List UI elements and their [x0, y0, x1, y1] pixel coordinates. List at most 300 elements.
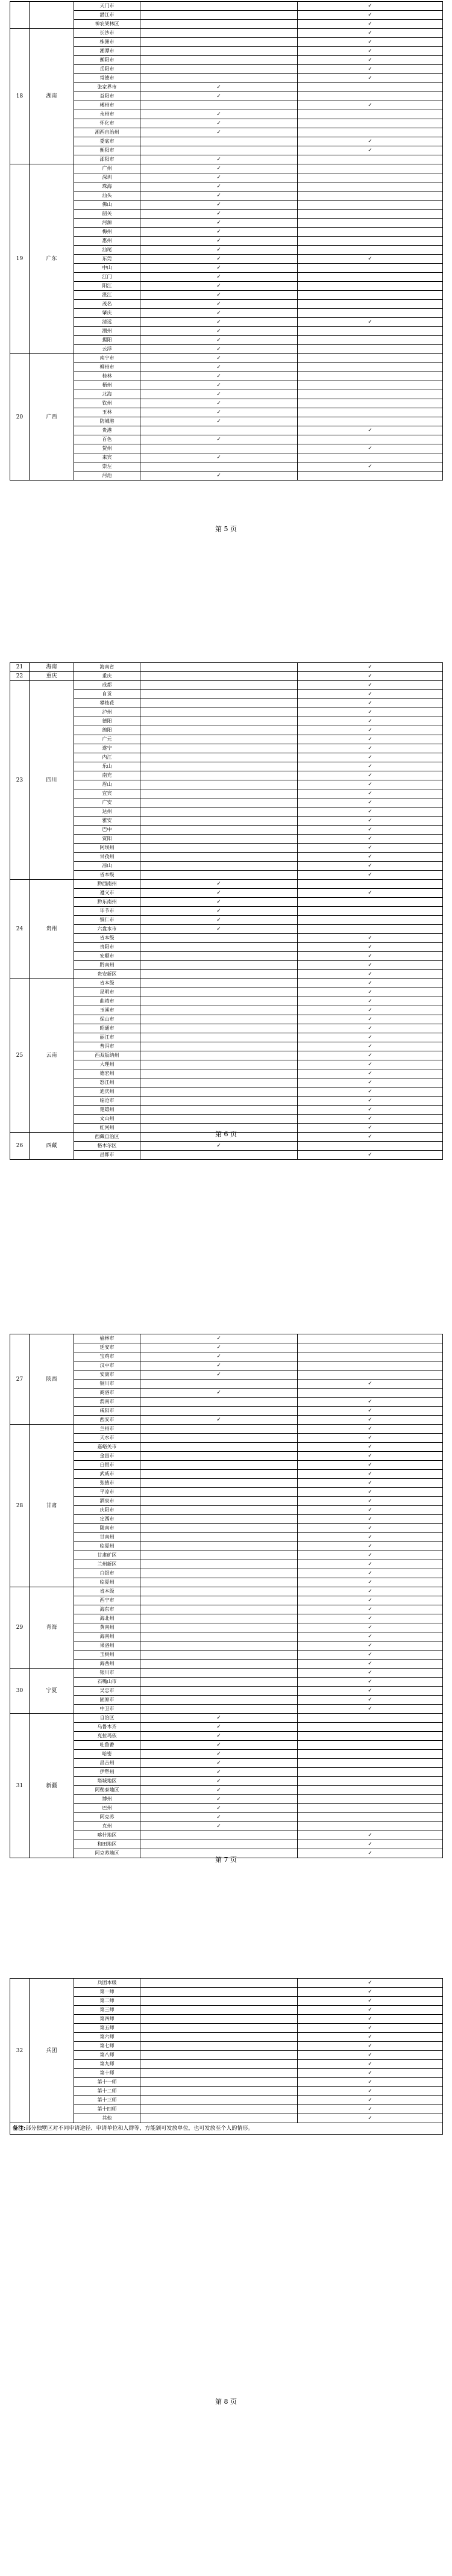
column-b-check: ✓: [298, 1115, 443, 1124]
city-name: 第十师: [74, 2069, 140, 2078]
column-b-check: ✓: [298, 47, 443, 56]
column-b-check: ✓: [298, 2051, 443, 2060]
table-row: [10, 1452, 443, 1461]
table-row: [10, 853, 443, 862]
column-b-check: ✓: [298, 2096, 443, 2105]
column-b-check: ✓: [298, 2114, 443, 2123]
column-b-check: ✓: [298, 780, 443, 789]
table-row: [10, 817, 443, 826]
city-name: 丽江市: [74, 1033, 140, 1042]
table-row: [10, 264, 443, 273]
city-name: 张家界市: [74, 83, 140, 92]
city-name: 博州: [74, 1795, 140, 1804]
row-index: 31: [10, 1714, 30, 1858]
column-b-check: ✓: [298, 1515, 443, 1524]
table-row: [10, 318, 443, 327]
city-name: 楚雄州: [74, 1106, 140, 1115]
table-row: [10, 835, 443, 844]
table-row: [10, 898, 443, 907]
table-row: [10, 273, 443, 282]
city-name: 大理州: [74, 1060, 140, 1069]
column-b-check: [298, 1352, 443, 1361]
column-a-check: [140, 1551, 298, 1560]
column-b-check: ✓: [298, 318, 443, 327]
column-a-check: [140, 1078, 298, 1087]
table-row: [10, 1641, 443, 1650]
column-a-check: [140, 2051, 298, 2060]
city-name: 省本级: [74, 871, 140, 880]
city-name: 潮州: [74, 327, 140, 336]
column-b-check: [298, 1786, 443, 1795]
table-row: [10, 399, 443, 408]
city-name: 普洱市: [74, 1042, 140, 1051]
column-a-check: [140, 1515, 298, 1524]
table-row: [10, 708, 443, 717]
column-a-check: ✓: [140, 219, 298, 228]
city-name: 塔城地区: [74, 1777, 140, 1786]
city-name: 阿克苏地区: [74, 1849, 140, 1858]
column-b-check: [298, 399, 443, 408]
column-b-check: [298, 1795, 443, 1804]
column-b-check: ✓: [298, 1840, 443, 1849]
column-a-check: [140, 663, 298, 672]
column-b-check: ✓: [298, 1696, 443, 1705]
column-a-check: ✓: [140, 1813, 298, 1822]
city-name: 玉林: [74, 408, 140, 417]
city-name: 北海: [74, 390, 140, 399]
city-name: 甘肃矿区: [74, 1551, 140, 1560]
city-name: 内江: [74, 753, 140, 762]
column-b-check: ✓: [298, 2069, 443, 2078]
table-row: [10, 970, 443, 979]
column-a-check: ✓: [140, 381, 298, 390]
column-b-check: [298, 309, 443, 318]
city-name: 乐山: [74, 762, 140, 771]
column-b-check: ✓: [298, 1979, 443, 1988]
column-b-check: ✓: [298, 1124, 443, 1133]
city-name: 海东市: [74, 1605, 140, 1614]
table-row: [10, 1389, 443, 1398]
city-name: 商洛市: [74, 1389, 140, 1398]
column-b-check: ✓: [298, 934, 443, 943]
column-b-check: ✓: [298, 1569, 443, 1578]
table-row: [10, 137, 443, 146]
table-row: [10, 1750, 443, 1759]
column-a-check: [140, 744, 298, 753]
table-row: [10, 435, 443, 444]
table-row: [10, 880, 443, 889]
table-row: [10, 889, 443, 898]
table-row: [10, 681, 443, 690]
column-a-check: ✓: [140, 318, 298, 327]
column-a-check: [140, 1443, 298, 1452]
column-a-check: ✓: [140, 1389, 298, 1398]
row-index: 25: [10, 979, 30, 1133]
table-row: [10, 1723, 443, 1732]
table-row: [10, 336, 443, 345]
table-row: [10, 327, 443, 336]
city-name: 湘西自治州: [74, 128, 140, 137]
city-name: 黔南州: [74, 961, 140, 970]
column-a-check: ✓: [140, 1786, 298, 1795]
table-row: [10, 1614, 443, 1623]
city-name: 第十二师: [74, 2087, 140, 2096]
table-row: [10, 1660, 443, 1669]
column-b-check: ✓: [298, 862, 443, 871]
table-row: [10, 363, 443, 372]
column-b-check: ✓: [298, 1051, 443, 1060]
city-name: 黔东南州: [74, 898, 140, 907]
column-b-check: ✓: [298, 1488, 443, 1497]
column-a-check: [140, 961, 298, 970]
table-row: [10, 1768, 443, 1777]
table-row: [10, 2078, 443, 2087]
city-name: 庆阳市: [74, 1506, 140, 1515]
column-a-check: ✓: [140, 210, 298, 219]
table-row: [10, 1087, 443, 1097]
city-name: 桂林: [74, 372, 140, 381]
province-name: 宁夏: [30, 1669, 74, 1714]
table-row: [10, 372, 443, 381]
column-b-check: ✓: [298, 1587, 443, 1596]
table-row: [10, 1795, 443, 1804]
column-a-check: ✓: [140, 164, 298, 173]
column-b-check: ✓: [298, 1407, 443, 1416]
city-name: 阿坝州: [74, 844, 140, 853]
city-name: 河源: [74, 219, 140, 228]
page-number: 第 7 页: [215, 1856, 237, 1864]
column-a-check: [140, 835, 298, 844]
table-row: [10, 354, 443, 363]
column-b-check: ✓: [298, 462, 443, 471]
row-index: 26: [10, 1133, 30, 1160]
province-name: 青海: [30, 1587, 74, 1669]
table-row: [10, 2096, 443, 2105]
city-name: 甘南州: [74, 1533, 140, 1542]
column-a-check: ✓: [140, 372, 298, 381]
city-name: 省本级: [74, 934, 140, 943]
city-name: 格木尔区: [74, 1142, 140, 1151]
table-row: [10, 1115, 443, 1124]
table-row: [10, 934, 443, 943]
city-name: 第三师: [74, 2006, 140, 2015]
city-name: 石嘴山市: [74, 1678, 140, 1687]
column-a-check: [140, 1533, 298, 1542]
table-row: [10, 1479, 443, 1488]
province-name: 广东: [30, 164, 74, 354]
table-row: [10, 1632, 443, 1641]
column-b-check: ✓: [298, 101, 443, 110]
city-name: 甘孜州: [74, 853, 140, 862]
column-a-check: [140, 65, 298, 74]
city-name: 神农架林区: [74, 20, 140, 29]
table-row: [10, 237, 443, 246]
table-row: [10, 1024, 443, 1033]
table-row: [10, 1142, 443, 1151]
column-b-check: [298, 182, 443, 191]
column-a-check: [140, 101, 298, 110]
column-a-check: ✓: [140, 417, 298, 426]
table-row: [10, 1151, 443, 1160]
table-row: [10, 690, 443, 699]
column-b-check: [298, 1142, 443, 1151]
city-name: 第五师: [74, 2024, 140, 2033]
column-b-check: ✓: [298, 735, 443, 744]
column-b-check: [298, 155, 443, 164]
column-a-check: ✓: [140, 264, 298, 273]
column-b-check: ✓: [298, 1151, 443, 1160]
column-a-check: [140, 1696, 298, 1705]
city-name: 西宁市: [74, 1596, 140, 1605]
column-b-check: [298, 191, 443, 201]
column-a-check: ✓: [140, 237, 298, 246]
column-a-check: [140, 2024, 298, 2033]
city-name: 凉山: [74, 862, 140, 871]
allocation-table: [10, 1334, 443, 1858]
column-a-check: [140, 137, 298, 146]
city-name: 巴州: [74, 1804, 140, 1813]
city-name: 汕尾: [74, 246, 140, 255]
table-row: [10, 1705, 443, 1714]
column-a-check: [140, 862, 298, 871]
city-name: 资阳: [74, 835, 140, 844]
column-b-check: [298, 381, 443, 390]
column-a-check: ✓: [140, 182, 298, 191]
city-name: 自治区: [74, 1714, 140, 1723]
city-name: 兰州新区: [74, 1560, 140, 1569]
column-b-check: ✓: [298, 1097, 443, 1106]
table-row: [10, 471, 443, 481]
column-b-check: ✓: [298, 789, 443, 798]
table-row: [10, 255, 443, 264]
column-a-check: [140, 690, 298, 699]
column-a-check: [140, 1033, 298, 1042]
city-name: 榆林市: [74, 1334, 140, 1343]
column-a-check: ✓: [140, 282, 298, 291]
column-b-check: ✓: [298, 1641, 443, 1650]
city-name: 绵阳: [74, 726, 140, 735]
table-row: [10, 717, 443, 726]
city-name: 泸州: [74, 708, 140, 717]
column-a-check: [140, 789, 298, 798]
table-row: [10, 1524, 443, 1533]
column-a-check: [140, 1479, 298, 1488]
note-cell: [10, 2123, 443, 2135]
table-row: [10, 1777, 443, 1786]
column-a-check: ✓: [140, 1759, 298, 1768]
city-name: 六盘水市: [74, 925, 140, 934]
province-name: 甘肃: [30, 1425, 74, 1587]
table-row: [10, 1696, 443, 1705]
column-b-check: ✓: [298, 1452, 443, 1461]
column-a-check: [140, 726, 298, 735]
city-name: 东莞: [74, 255, 140, 264]
column-a-check: ✓: [140, 880, 298, 889]
city-name: 河池: [74, 471, 140, 481]
column-a-check: [140, 699, 298, 708]
column-b-check: [298, 417, 443, 426]
column-b-check: ✓: [298, 2033, 443, 2042]
column-a-check: [140, 1006, 298, 1015]
column-b-check: ✓: [298, 74, 443, 83]
column-b-check: [298, 1768, 443, 1777]
column-a-check: ✓: [140, 128, 298, 137]
city-name: 德宏州: [74, 1069, 140, 1078]
table-row: [10, 1578, 443, 1587]
table-row: [10, 1596, 443, 1605]
column-b-check: [298, 1759, 443, 1768]
column-a-check: [140, 1488, 298, 1497]
city-name: 西藏自治区: [74, 1133, 140, 1142]
city-name: 曲靖市: [74, 997, 140, 1006]
city-name: 湛江: [74, 291, 140, 300]
table-row: [10, 164, 443, 173]
column-b-check: ✓: [298, 1461, 443, 1470]
column-b-check: ✓: [298, 2024, 443, 2033]
column-a-check: ✓: [140, 1723, 298, 1732]
column-a-check: ✓: [140, 173, 298, 182]
city-name: 娄底市: [74, 137, 140, 146]
column-a-check: [140, 979, 298, 988]
column-a-check: [140, 853, 298, 862]
city-name: 西安市: [74, 1416, 140, 1425]
column-a-check: ✓: [140, 191, 298, 201]
city-name: 汉中市: [74, 1361, 140, 1370]
province-name: 贵州: [30, 880, 74, 979]
column-b-check: ✓: [298, 699, 443, 708]
table-row: [10, 2024, 443, 2033]
table-row: [10, 426, 443, 435]
table-row: [10, 1434, 443, 1443]
city-name: 铜川市: [74, 1380, 140, 1389]
row-index: 32: [10, 1979, 30, 2123]
table-row: [10, 74, 443, 83]
column-b-check: ✓: [298, 56, 443, 65]
city-name: 遵义市: [74, 889, 140, 898]
column-a-check: [140, 1024, 298, 1033]
column-a-check: [140, 2078, 298, 2087]
table-row: [10, 65, 443, 74]
table-row: [10, 101, 443, 110]
column-a-check: [140, 1997, 298, 2006]
column-a-check: [140, 2, 298, 11]
table-row: [10, 110, 443, 119]
column-b-check: [298, 1813, 443, 1822]
table-row: [10, 1533, 443, 1542]
column-a-check: ✓: [140, 898, 298, 907]
column-a-check: [140, 56, 298, 65]
column-a-check: [140, 1542, 298, 1551]
row-index: 19: [10, 164, 30, 354]
table-row: [10, 1370, 443, 1380]
column-b-check: ✓: [298, 1425, 443, 1434]
column-b-check: ✓: [298, 1551, 443, 1560]
table-row: [10, 1006, 443, 1015]
row-index: 22: [10, 672, 30, 681]
city-name: 临沧市: [74, 1097, 140, 1106]
province-name: 重庆: [30, 672, 74, 681]
column-b-check: [298, 291, 443, 300]
city-name: 深圳: [74, 173, 140, 182]
column-a-check: ✓: [140, 435, 298, 444]
column-b-check: [298, 925, 443, 934]
column-a-check: [140, 2033, 298, 2042]
column-b-check: ✓: [298, 38, 443, 47]
province-name: 湖南: [30, 29, 74, 164]
table-row: [10, 1587, 443, 1596]
column-a-check: ✓: [140, 1804, 298, 1813]
column-b-check: [298, 354, 443, 363]
column-b-check: ✓: [298, 1479, 443, 1488]
table-row: [10, 92, 443, 101]
table-row: [10, 726, 443, 735]
column-b-check: ✓: [298, 2087, 443, 2096]
city-name: 阿克苏: [74, 1813, 140, 1822]
column-b-check: ✓: [298, 1632, 443, 1641]
column-a-check: ✓: [140, 291, 298, 300]
column-b-check: ✓: [298, 1650, 443, 1660]
city-name: 海南省: [74, 663, 140, 672]
table-row: [10, 943, 443, 952]
column-a-check: [140, 1669, 298, 1678]
table-row: [10, 1569, 443, 1578]
column-b-check: ✓: [298, 1069, 443, 1078]
city-name: 武威市: [74, 1470, 140, 1479]
column-a-check: ✓: [140, 201, 298, 210]
table-row: [10, 20, 443, 29]
city-name: 铜仁市: [74, 916, 140, 925]
column-b-check: ✓: [298, 753, 443, 762]
table-row: [10, 2069, 443, 2078]
table-row: [10, 191, 443, 201]
table-row: [10, 1488, 443, 1497]
column-b-check: ✓: [298, 1542, 443, 1551]
city-name: 崇左: [74, 462, 140, 471]
column-b-check: [298, 1723, 443, 1732]
city-name: 钦州: [74, 399, 140, 408]
table-row: [10, 979, 443, 988]
table-row: [10, 1650, 443, 1660]
column-a-check: ✓: [140, 1732, 298, 1741]
city-name: 白银市: [74, 1461, 140, 1470]
city-name: 哈密: [74, 1750, 140, 1759]
table-row: [10, 1605, 443, 1614]
column-a-check: [140, 1398, 298, 1407]
column-a-check: ✓: [140, 363, 298, 372]
column-a-check: [140, 2087, 298, 2096]
province-name: 新疆: [30, 1714, 74, 1858]
column-a-check: ✓: [140, 916, 298, 925]
table-row: [10, 663, 443, 672]
city-name: 中卫市: [74, 1705, 140, 1714]
column-b-check: [298, 390, 443, 399]
city-name: 平凉市: [74, 1488, 140, 1497]
column-b-check: ✓: [298, 817, 443, 826]
column-a-check: [140, 444, 298, 453]
column-a-check: [140, 1470, 298, 1479]
column-b-check: [298, 201, 443, 210]
table-row: [10, 1741, 443, 1750]
column-a-check: [140, 1988, 298, 1997]
column-a-check: ✓: [140, 327, 298, 336]
column-a-check: [140, 1596, 298, 1605]
column-a-check: [140, 1380, 298, 1389]
table-row: [10, 1687, 443, 1696]
table-row: [10, 381, 443, 390]
table-row: [10, 1361, 443, 1370]
column-a-check: ✓: [140, 110, 298, 119]
city-name: 海南州: [74, 1632, 140, 1641]
